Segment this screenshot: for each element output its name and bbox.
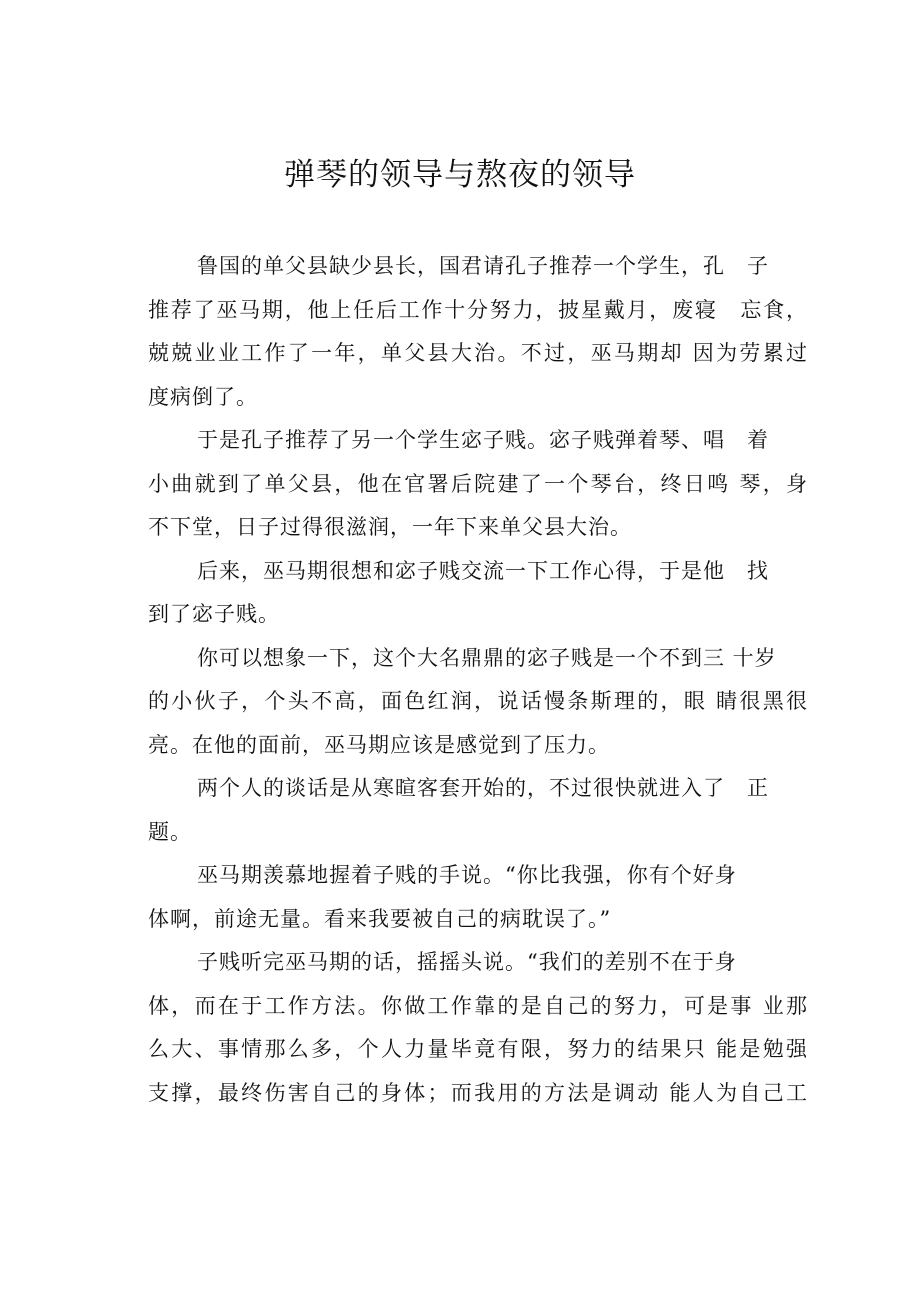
text-line: 于是孔子推荐了另一个学生宓子贱。宓子贱弹着琴、唱 着: [197, 428, 769, 452]
text-line: 两个人的谈话是从寒暄客套开始的，不过很快就进入了 正: [197, 776, 769, 800]
text-line: 到了宓子贱。: [148, 602, 280, 626]
paragraph-5: [148, 767, 808, 854]
paragraph-2: [148, 419, 808, 550]
text-line: 的小伙子，个头不高，面色红润，说话慢条斯理的，眼 睛很黑很: [148, 689, 808, 713]
text-line: 不下堂，日子过得很滋润，一年下来单父县大治。: [148, 515, 632, 539]
text-line: 体啊，前途无量。看来我要被自己的病耽误了。”: [148, 906, 612, 931]
text-line: 么大、事情那么多，个人力量毕竟有限，努力的结果只 能是勉强: [148, 1037, 808, 1061]
text-line: 题。: [148, 819, 192, 844]
document-body: [148, 245, 808, 1115]
text-line: 小曲就到了单父县，他在官署后院建了一个琴台，终日鸣 琴，身: [148, 471, 808, 496]
document-title: 弹琴的领导与熬夜的领导: [284, 157, 636, 193]
text-line: 后来，巫马期很想和宓子贱交流一下工作心得，于是他 找: [197, 558, 769, 583]
text-line: 支撑，最终伤害自己的身体；而我用的方法是调动 能人为自己工: [148, 1080, 808, 1105]
text-line: 鲁国的单父县缺少县长，国君请孔子推荐一个学生，孔 子: [197, 254, 769, 278]
text-line: 推荐了巫马期，他上任后工作十分努力，披星戴月，废寝 忘食，: [148, 297, 808, 322]
paragraph-4: [148, 637, 808, 768]
paragraph-1: [148, 245, 808, 419]
paragraph-3: [148, 550, 808, 637]
text-line: 度病倒了。: [148, 384, 258, 409]
text-line: 巫马期羡慕地握着子贱的手说。“你比我强，你有个好身: [197, 863, 737, 887]
paragraph-6: [148, 854, 808, 941]
text-line: 亮。在他的面前，巫马期应该是感觉到了压力。: [148, 732, 610, 757]
text-line: 子贱听完巫马期的话，摇摇头说。“我们的差别不在于身: [197, 950, 737, 974]
text-line: 兢兢业业工作了一年，单父县大治。不过，巫马期却 因为劳累过: [148, 341, 808, 365]
paragraph-7: [148, 941, 808, 1115]
text-line: 体，而在于工作方法。你做工作靠的是自己的努力，可是事 业那: [148, 993, 808, 1018]
text-line: 你可以想象一下，这个大名鼎鼎的宓子贱是一个不到三 十岁: [197, 645, 777, 670]
